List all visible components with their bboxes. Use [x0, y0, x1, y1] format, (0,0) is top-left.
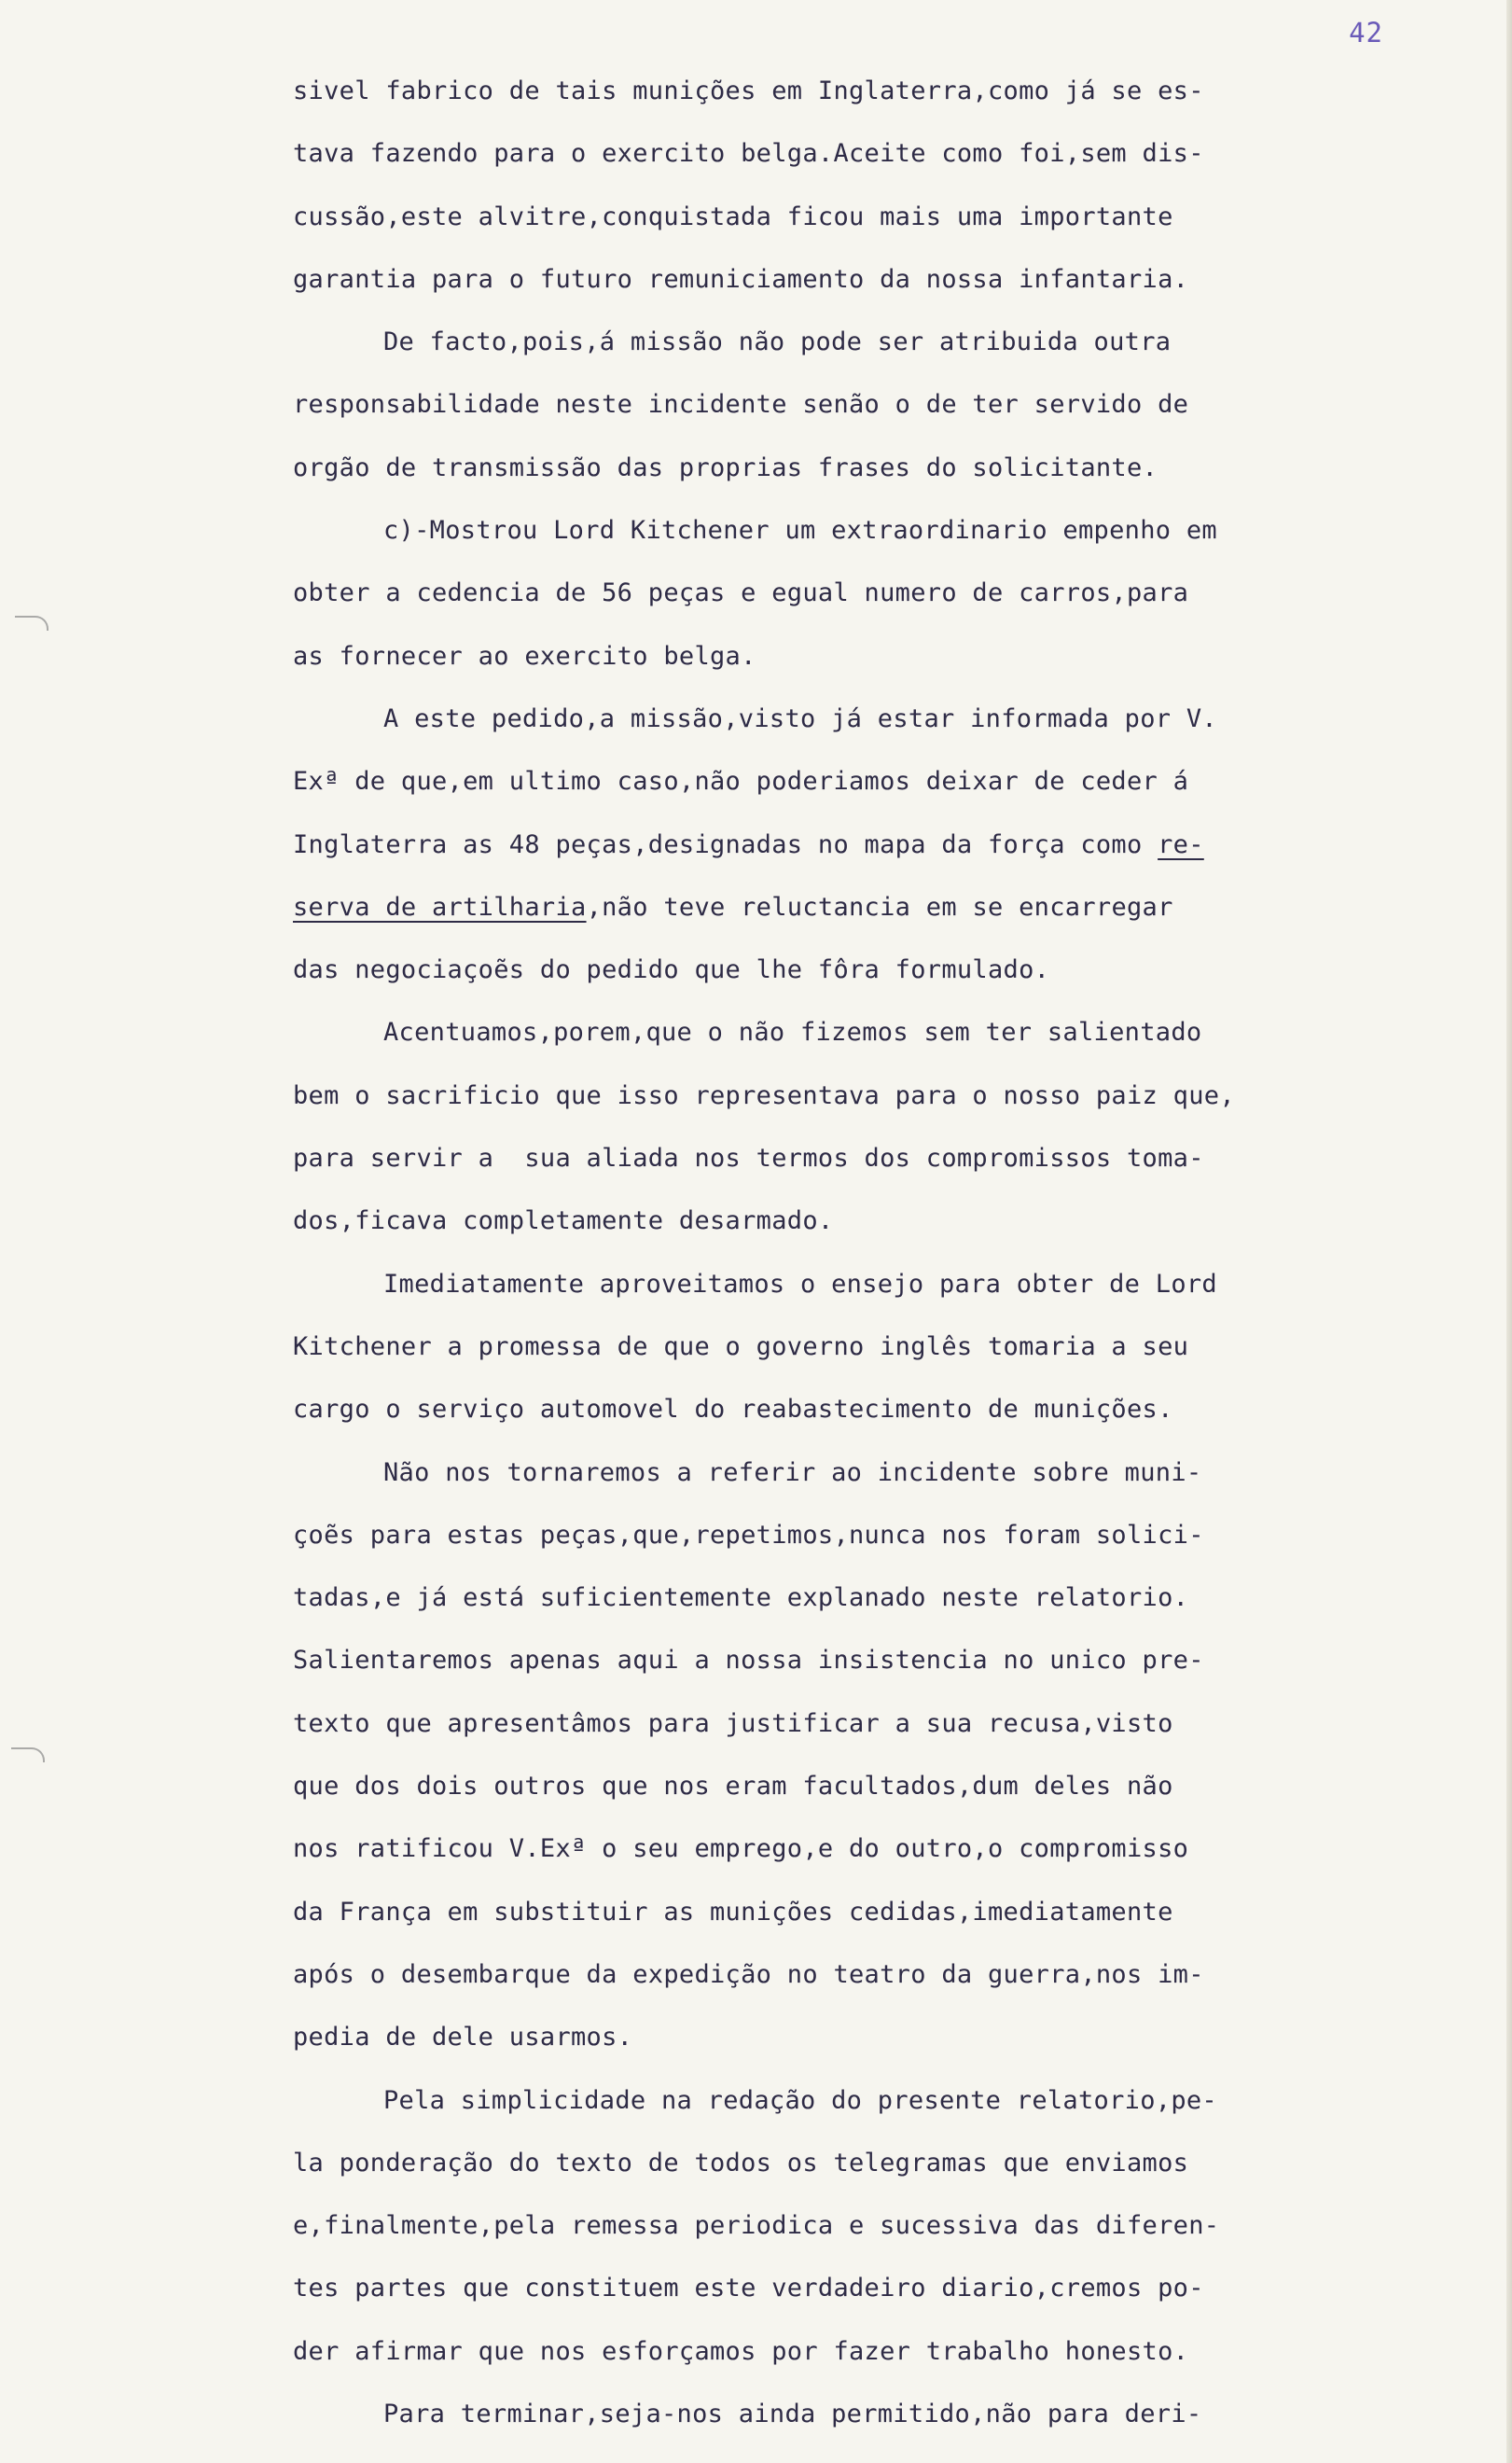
text-line: bem o sacrificio que isso representava para o nosso paiz que, — [293, 1080, 1235, 1110]
paragraph-start-line: Para terminar,seja-nos ainda permitido,não para deri- — [383, 2399, 1202, 2428]
text-segment: Inglaterra as 48 peças,designadas no mapa da força como — [293, 829, 1158, 859]
text-line: Salientaremos apenas aqui a nossa insistencia no unico pre- — [293, 1646, 1204, 1676]
typewritten-body — [293, 60, 1417, 2445]
text-line: Kitchener a promessa de que o governo inglês tomaria a seu — [293, 1331, 1189, 1361]
text-line: obter a cedencia de 56 peças e egual numero de carros,para — [293, 578, 1189, 608]
paragraph-start-line: De facto,pois,á missão não pode ser atribuida outra — [383, 327, 1172, 357]
text-line: der afirmar que nos esforçamos por fazer trabalho honesto. — [293, 2336, 1189, 2366]
text-line: nos ratificou V.Exª o seu emprego,e do outro,o compromisso — [293, 1834, 1189, 1864]
paragraph-start-line: Acentuamos,porem,que o não fizemos sem ter salientado — [383, 1018, 1202, 1048]
text-line: responsabilidade neste incidente senão o de ter servido de — [293, 390, 1189, 420]
text-line: que dos dois outros que nos eram facultados,dum deles não — [293, 1772, 1173, 1802]
underlined-term: re- — [1158, 829, 1204, 859]
text-line: tava fazendo para o exercito belga.Aceite como foi,sem dis- — [293, 139, 1204, 169]
paragraph-start-line: A este pedido,a missão,visto já estar informada por V. — [383, 703, 1217, 733]
text-line: orgão de transmissão das proprias frases do solicitante. — [293, 452, 1158, 482]
text-line: e,finalmente,pela remessa periodica e sucessiva das diferen- — [293, 2211, 1220, 2241]
text-line: tes partes que constituem este verdadeiro diario,cremos po- — [293, 2274, 1204, 2303]
text-line: para servir a sua aliada nos termos dos compromissos toma- — [293, 1144, 1204, 1174]
text-line: cargo o serviço automovel do reabastecimento de munições. — [293, 1395, 1173, 1425]
text-segment: ,não teve reluctancia em se encarregar — [586, 892, 1173, 922]
underlined-term: serva de artilharia — [293, 892, 587, 922]
paragraph-start-line: Pela simplicidade na redação do presente relatorio,pe- — [383, 2085, 1217, 2115]
text-line: das negociaçoẽs do pedido que lhe fôra formulado. — [293, 955, 1050, 985]
paragraph-start-line: c)-Mostrou Lord Kitchener um extraordinario empenho em — [383, 516, 1217, 546]
text-line: çoẽs para estas peças,que,repetimos,nunca nos foram solici- — [293, 1520, 1204, 1550]
text-line: cussão,este alvitre,conquistada ficou mais uma importante — [293, 202, 1173, 231]
text-line: sivel fabrico de tais munições em Inglaterra,como já se es- — [293, 77, 1204, 105]
text-line — [293, 876, 1417, 939]
text-line: dos,ficava completamente desarmado. — [293, 1206, 834, 1236]
text-line: garantia para o futuro remuniciamento da nossa infantaria. — [293, 264, 1189, 294]
margin-pencil-mark — [11, 1747, 45, 1762]
text-line: la ponderação do texto de todos os telegramas que enviamos — [293, 2148, 1189, 2178]
page-number: 42 — [1349, 17, 1383, 49]
text-line: texto que apresentâmos para justificar a sua recusa,visto — [293, 1708, 1173, 1738]
text-line — [293, 814, 1417, 876]
text-line: após o desembarque da expedição no teatro da guerra,nos im- — [293, 1959, 1204, 1989]
paragraph-start-line: Imediatamente aproveitamos o ensejo para obter de Lord — [383, 1269, 1217, 1299]
text-line: da França em substituir as munições cedidas,imediatamente — [293, 1897, 1173, 1927]
paragraph-start-line: Não nos tornaremos a referir ao incidente sobre muni- — [383, 1457, 1202, 1487]
text-line: pedia de dele usarmos. — [293, 2023, 633, 2052]
page-edge-shadow — [1506, 0, 1512, 2463]
margin-pencil-mark — [15, 616, 49, 631]
text-line: tadas,e já está suficientemente explanado neste relatorio. — [293, 1583, 1189, 1613]
text-line: Exª de que,em ultimo caso,não poderiamos deixar de ceder á — [293, 767, 1189, 797]
text-line: as fornecer ao exercito belga. — [293, 641, 756, 671]
